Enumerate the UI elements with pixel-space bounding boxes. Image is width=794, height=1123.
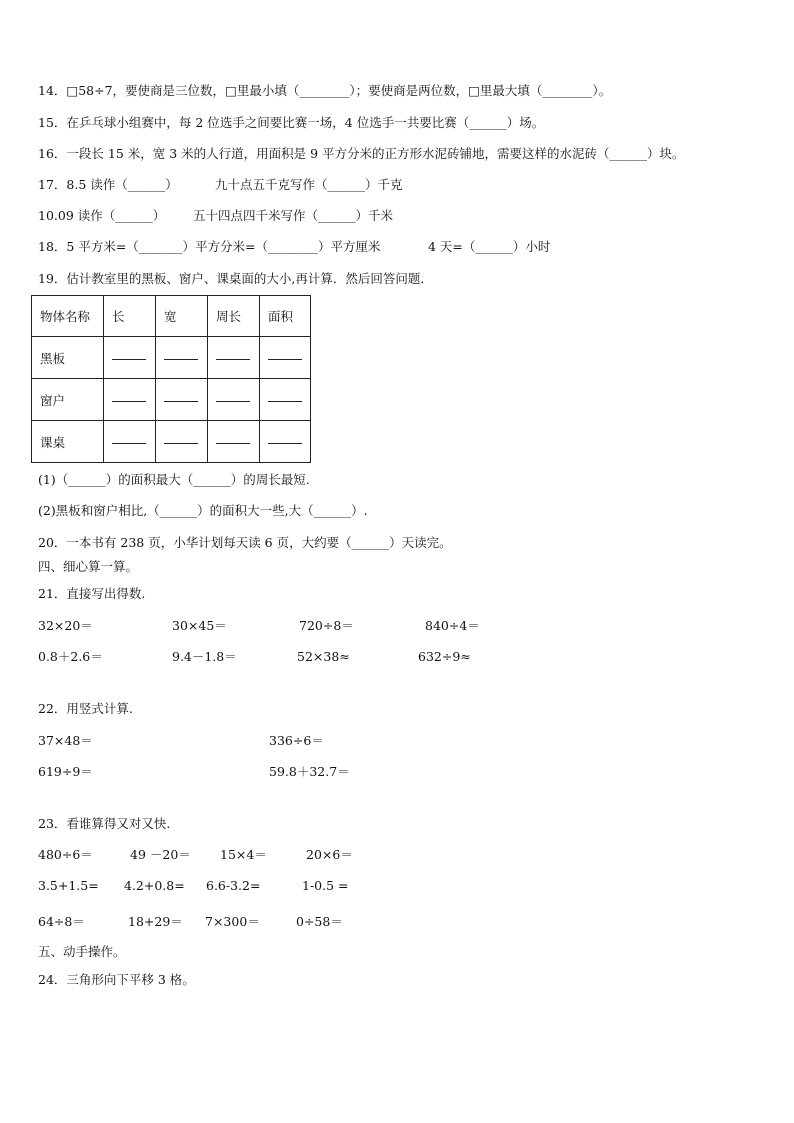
math-item: 59.8＋32.7＝ bbox=[269, 764, 350, 779]
question-23-stem: 23．看谁算得又对又快. bbox=[38, 816, 171, 831]
answer-blank[interactable] bbox=[104, 379, 156, 421]
answer-blank[interactable] bbox=[260, 337, 311, 379]
math-item: 37×48＝ bbox=[38, 733, 93, 748]
table-row bbox=[32, 421, 311, 463]
row-label: 黑板 bbox=[32, 337, 104, 379]
math-item: 15×4＝ bbox=[220, 847, 267, 862]
estimation-table bbox=[31, 295, 311, 463]
math-item: 64÷8＝ bbox=[38, 914, 85, 929]
table-row bbox=[32, 379, 311, 421]
math-item: 52×38≈ bbox=[297, 649, 350, 664]
row-label: 窗户 bbox=[32, 379, 104, 421]
question-19-stem: 19．估计教室里的黑板、窗户、课桌面的大小,再计算．然后回答问题． bbox=[38, 271, 433, 286]
answer-blank[interactable] bbox=[260, 421, 311, 463]
table-header-cell: 面积 bbox=[260, 296, 311, 337]
table-header-cell: 物体名称 bbox=[32, 296, 104, 337]
answer-blank[interactable] bbox=[208, 421, 260, 463]
math-item: 6.6-3.2= bbox=[206, 878, 261, 893]
math-item: 7×300＝ bbox=[205, 914, 260, 929]
math-item: 1-0.5 = bbox=[302, 878, 349, 893]
question-17-c: 10.09 读作（______） bbox=[38, 208, 166, 223]
question-18-b: 4 天=（______）小时 bbox=[428, 239, 551, 254]
table-header-cell: 宽 bbox=[156, 296, 208, 337]
question-19-sub2: (2)黑板和窗户相比,（______）的面积大一些,大（______）. bbox=[38, 503, 368, 518]
math-item: 9.4－1.8＝ bbox=[172, 649, 237, 664]
answer-blank[interactable] bbox=[156, 337, 208, 379]
section-5-heading: 五、动手操作。 bbox=[38, 944, 126, 959]
question-19-sub1: (1)（______）的面积最大（______）的周长最短. bbox=[38, 472, 310, 487]
question-18-a: 18．5 平方米=（_______）平方分米=（________）平方厘米 bbox=[38, 239, 381, 254]
question-17-b: 九十点五千克写作（______）千克 bbox=[215, 177, 403, 192]
math-item: 0÷58＝ bbox=[296, 914, 343, 929]
question-15: 15．在乒乓球小组赛中，每 2 位选手之间要比赛一场，4 位选手一共要比赛（______）场。 bbox=[38, 115, 545, 130]
question-22-stem: 22．用竖式计算. bbox=[38, 701, 133, 716]
answer-blank[interactable] bbox=[104, 421, 156, 463]
section-4-heading: 四、细心算一算。 bbox=[38, 559, 139, 574]
question-17-d: 五十四点四千米写作（______）千米 bbox=[193, 208, 394, 223]
question-24: 24．三角形向下平移 3 格。 bbox=[38, 972, 195, 987]
table-header-cell: 周长 bbox=[208, 296, 260, 337]
table-header-row bbox=[32, 296, 311, 337]
question-14: 14．□58÷7，要使商是三位数，□里最小填（________）；要使商是两位数，□里最大填（________）。 bbox=[38, 83, 612, 98]
math-item: 480÷6＝ bbox=[38, 847, 93, 862]
question-17-a: 17．8.5 读作（______） bbox=[38, 177, 178, 192]
row-label: 课桌 bbox=[32, 421, 104, 463]
answer-blank[interactable] bbox=[156, 421, 208, 463]
question-16: 16．一段长 15 米，宽 3 米的人行道，用面积是 9 平方分米的正方形水泥砖铺地，需要这样的水泥砖（______）块。 bbox=[38, 146, 685, 161]
answer-blank[interactable] bbox=[208, 379, 260, 421]
answer-blank[interactable] bbox=[104, 337, 156, 379]
math-item: 840÷4＝ bbox=[425, 618, 480, 633]
math-item: 619÷9＝ bbox=[38, 764, 93, 779]
math-item: 3.5+1.5= bbox=[38, 878, 99, 893]
math-item: 4.2+0.8= bbox=[124, 878, 185, 893]
math-item: 20×6＝ bbox=[306, 847, 353, 862]
answer-blank[interactable] bbox=[260, 379, 311, 421]
table-row bbox=[32, 337, 311, 379]
answer-blank[interactable] bbox=[208, 337, 260, 379]
math-item: 0.8＋2.6＝ bbox=[38, 649, 103, 664]
table-header-cell: 长 bbox=[104, 296, 156, 337]
math-item: 336÷6＝ bbox=[269, 733, 324, 748]
math-item: 32×20＝ bbox=[38, 618, 93, 633]
math-item: 18+29＝ bbox=[128, 914, 183, 929]
question-20: 20．一本书有 238 页，小华计划每天读 6 页，大约要（______）天读完。 bbox=[38, 535, 452, 550]
math-item: 632÷9≈ bbox=[418, 649, 471, 664]
math-item: 30×45＝ bbox=[172, 618, 227, 633]
answer-blank[interactable] bbox=[156, 379, 208, 421]
math-item: 49 －20＝ bbox=[130, 847, 191, 862]
math-item: 720÷8＝ bbox=[299, 618, 354, 633]
question-21-stem: 21．直接写出得数. bbox=[38, 586, 146, 601]
